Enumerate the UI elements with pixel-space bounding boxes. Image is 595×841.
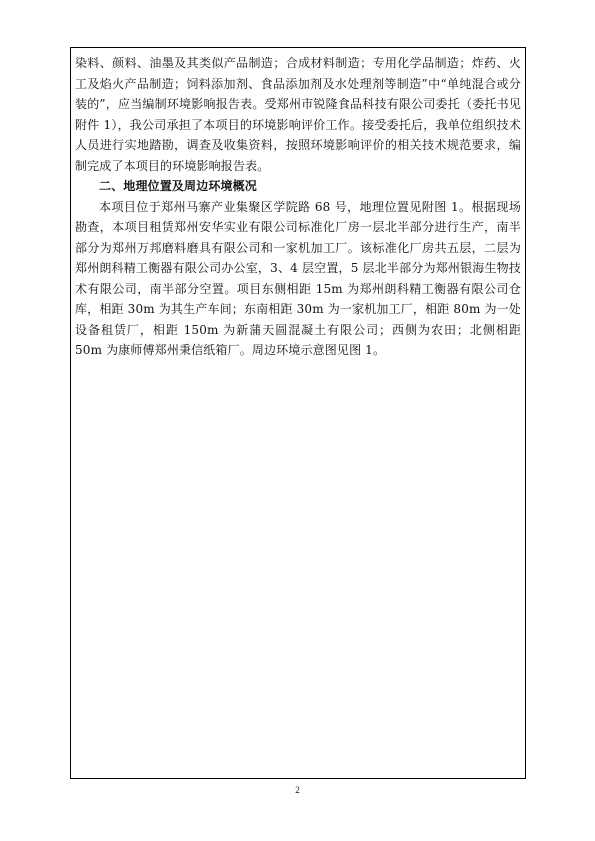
section-heading: 二、地理位置及周边环境概况 [99,179,257,193]
page-number: 2 [295,785,300,795]
paragraph-location: 本项目位于郑州马寨产业集聚区学院路 68 号，地理位置见附图 1。根据现场勘查，本项目租赁郑州安华实业有限公司标准化厂房一层北半部分进行生产，南半部分为郑州万邦磨料磨具有限公司和一家机加工厂。该标准化厂房共五层，二层为郑州朗科精工衡器有限公司办公室，3、4 层空置，5 层北半部分为郑州银海生物技术有限公司，南半部分空置。项目东侧相距 15m 为郑州朗科精工衡器有限公司仓库，相距 30m 为其生产车间；东南相距 30m 为一家机加工厂，相距 80m 为一处设备租赁厂，相距 150m 为新蒲天圆混凝土有限公司；西侧为农田；北侧相距 50m 为康师傅郑州秉信纸箱厂。周边环境示意图见图 1。 [75,199,521,357]
document-body [75,53,521,361]
paragraph-continued: 染料、颜料、油墨及其类似产品制造；合成材料制造；专用化学品制造；炸药、火工及焰火产品制造；饲料添加剂、食品添加剂及水处理剂等制造”中“单纯混合或分装的”，应当编制环境影响报告表。受郑州市锐隆食品科技有限公司委托（委托书见附件 1），我公司承担了本项目的环境影响评价工作。接受委托后，我单位组织技术人员进行实地踏勘，调查及收集资料，按照环境影响评价的相关技术规范要求，编制完成了本项目的环境影响报告表。 [75,56,521,173]
